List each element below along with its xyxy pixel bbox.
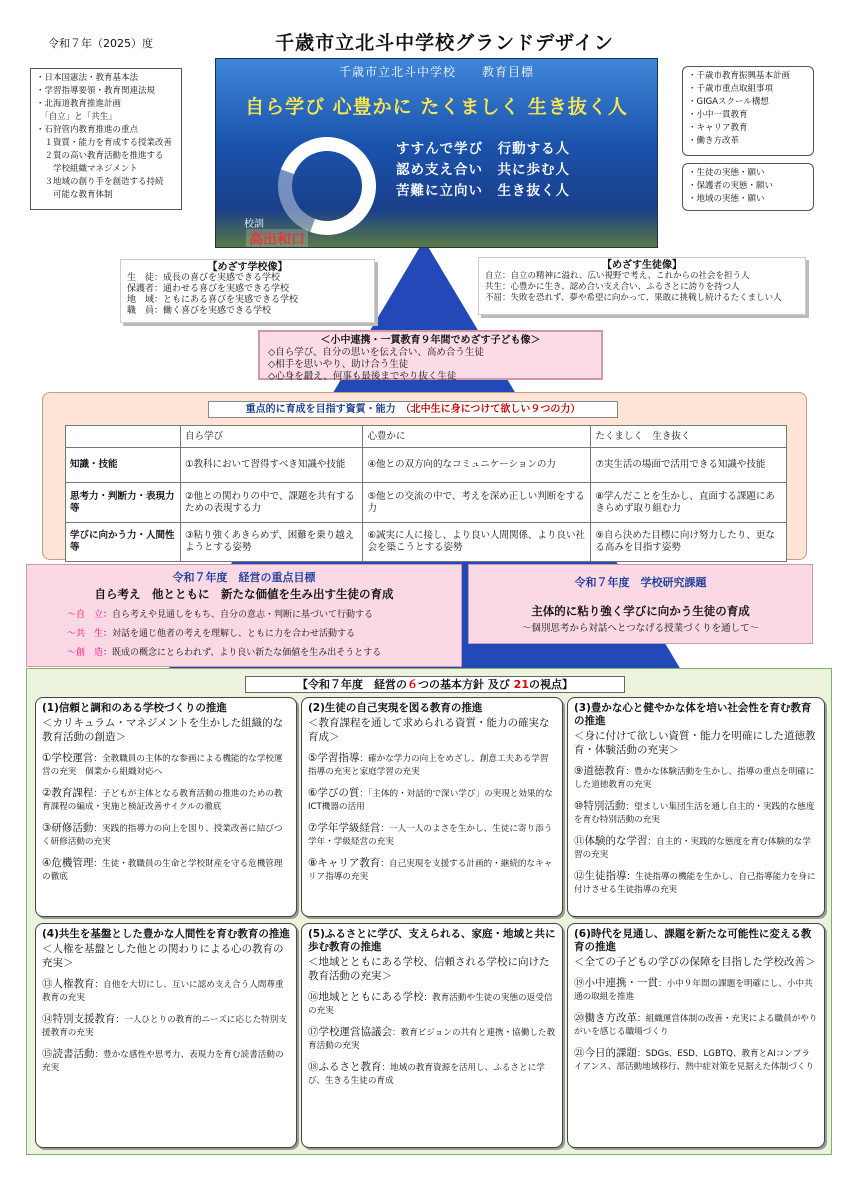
viewpoint-label: ①学校運営 [42, 752, 94, 764]
viewpoint-text: ：一人一人のよさを生かし、生徒に寄り添う学年・学級経営の充実 [308, 824, 553, 847]
policies-title-a: 【令和７年度 経営の [297, 678, 407, 691]
viewpoint-label: ⑲小中連携・一貫 [574, 977, 658, 989]
student-image-title: 【めざす生徒像】 [602, 260, 682, 271]
policy-viewpoint [42, 752, 290, 779]
plans-box [682, 66, 814, 156]
student-image-line: 共生：心豊かに生き、認め合い支え合い、ふるさとに誇りを持つ人 [485, 282, 740, 292]
policy-card [35, 697, 297, 917]
policy-card-title: (2)生徒の自己実現を図る教育の推進 [308, 702, 483, 714]
policy-viewpoint [574, 1047, 818, 1074]
plan-item: ・小中一貫教育 [688, 110, 748, 120]
viewpoint-label: ⑬人権教育 [42, 978, 95, 990]
viewpoint-text: ：望ましい集団生活を通し自主的・実践的な態度を育む特別活動の充実 [574, 802, 815, 825]
abilities-title [208, 401, 618, 418]
table-cell: ⑧学んだことを生かし、直面する課題にあきらめず取り組む力 [591, 483, 787, 523]
table-row [66, 523, 787, 562]
child-image-line: ◇心身を鍛え、何事も最後までやり抜く生徒 [268, 371, 457, 382]
research-subtitle: 主体的に粘り強く学びに向かう生徒の育成 [531, 604, 750, 618]
table-header-cell [66, 426, 181, 448]
policies-title-c: の視点】 [528, 678, 573, 691]
research-theme [468, 564, 813, 644]
policy-viewpoint [574, 800, 818, 827]
viewpoint-label: ㉑今日的課題 [574, 1047, 637, 1059]
school-image-line: 保護者：通わせる喜びを実感できる学校 [127, 284, 290, 294]
policy-card [35, 923, 297, 1148]
table-cell: ⑨自ら決めた目標に向け努力したり、更なる高みを目指す姿勢 [591, 523, 787, 562]
research-sub2: 〜個別思考から対話へとつなげる授業づくりを通して〜 [521, 623, 760, 634]
policy-viewpoint [574, 977, 818, 1004]
school-image-line: 職 員：働く喜びを実感できる学校 [127, 306, 272, 316]
viewpoint-label: ⑦学年学級経営 [308, 822, 381, 834]
fiscal-year: 令和７年（2025）度 [48, 37, 153, 50]
law-item: ３地域の創り手を創造する持続 [36, 177, 164, 187]
viewpoint-label: ⑩特別活動 [574, 800, 626, 812]
table-cell: ⑦実生活の場面で活用できる知識や技能 [591, 448, 787, 483]
banner-slogan: 自ら学び 心豊かに たくましく 生き抜く人 [245, 96, 628, 118]
viewpoint-text: ：実践的指導力の向上を図り、授業改善に結びつく研修活動の充実 [42, 824, 283, 847]
management-item-tag: 〜創 造 [67, 648, 104, 658]
policy-viewpoint [42, 1013, 290, 1040]
management-item [67, 626, 355, 639]
viewpoint-text: ：「主体的・対話的で深い学び」の実現と効果的なICT機器の活用 [308, 789, 553, 812]
table-cell: ⑤他との交流の中で、考えを深め正しい判断をする力 [363, 483, 591, 523]
policy-viewpoint [42, 857, 290, 884]
policy-card-subtitle: ＜カリキュラム・マネジメントを生かした組織的な教育活動の創造＞ [42, 717, 284, 743]
policy-card-title: (4)共生を基盤とした豊かな人間性を育む教育の推進 [42, 928, 290, 940]
abilities-title-text: 重点的に育成を目指す資質・能力 [245, 404, 396, 415]
viewpoint-label: ②教育課程 [42, 787, 94, 799]
wish-item: ・保護者の実態・願い [688, 181, 774, 191]
wishes-box [682, 163, 814, 211]
school-image-line: 生 徒：成長の喜びを実感できる学校 [127, 273, 281, 283]
policy-card [567, 923, 825, 1148]
viewpoint-text: ：地域の教育資源を活用し、ふるさとに学び、生きる生徒の育成 [308, 1063, 545, 1086]
viewpoint-text: ：生徒・教職員の生命と学校財産を守る危機管理の徹底 [42, 859, 283, 882]
table-cell: 学びに向かう力・人間性等 [66, 523, 181, 562]
law-item: 可能な教育体制 [36, 190, 113, 200]
motto-label: 校訓 [244, 219, 264, 230]
management-item-text: ：既成の概念にとらわれず、より良い新たな価値を生み出そうとする [103, 648, 382, 658]
laws-box [30, 68, 182, 210]
research-title: 令和７年度 学校研究課題 [574, 576, 707, 589]
viewpoint-label: ⑳働き方改革 [574, 1012, 637, 1024]
banner-header: 千歳市立北斗中学校 教育目標 [338, 65, 534, 79]
policy-viewpoint [308, 1061, 556, 1088]
plan-item: ・キャリア教育 [688, 123, 748, 133]
wish-item: ・生徒の実態・願い [688, 168, 765, 178]
child-image-line: ◇相手を思いやり、助け合う生徒 [268, 359, 409, 370]
policy-card-subtitle: ＜人権を基盤とした他との関わりによる心の教育の充実＞ [42, 943, 284, 969]
policy-card [567, 697, 825, 917]
policy-viewpoint [42, 822, 290, 849]
school-image-title: 【めざす学校像】 [207, 262, 288, 273]
plan-item: ・働き方改革 [688, 136, 740, 146]
policy-card-subtitle: ＜全ての子どもの学びの保障を目指した学校改善＞ [574, 956, 816, 968]
policy-viewpoint [308, 857, 556, 884]
viewpoints-count: 21 [513, 678, 529, 691]
target-student-image [478, 257, 806, 315]
viewpoint-text: ：豊かな体験活動を生かし、指導の重点を明確にした道徳教育の充実 [574, 767, 815, 790]
target-school-image [120, 259, 375, 323]
viewpoint-text: ：教育ビジョンの共有と連携・協働した教育活動の充実 [308, 1028, 556, 1051]
policy-viewpoint [574, 1012, 818, 1039]
abilities-title-red: （北中生に身につけて欲しい９つの力） [405, 404, 581, 415]
management-goals [26, 564, 462, 667]
viewpoint-text: ：自己実現を支援する計画的・継続的なキャリア指導の充実 [308, 859, 553, 882]
law-item: ・北海道教育推進計画 [36, 99, 122, 109]
policies-count: ６ [407, 678, 418, 691]
policy-card [301, 923, 563, 1148]
viewpoint-text: ：一人ひとりの教育的ニーズに応じた特別支援教育の充実 [42, 1015, 287, 1038]
table-cell: ④他との双方向的なコミュニケーションの力 [363, 448, 591, 483]
page-title: 千歳市立北斗中学校グランドデザイン [275, 32, 614, 54]
school-motto: 高出和口 [246, 229, 308, 248]
policy-viewpoint [574, 835, 818, 862]
policy-viewpoint [308, 787, 556, 814]
policy-card-subtitle: ＜教育課程を通して求められる資質・能力の確実な育成＞ [308, 717, 550, 743]
management-subtitle: 自ら考え 他とともに 新たな価値を生み出す生徒の育成 [94, 587, 394, 601]
viewpoint-label: ⑨道徳教育 [574, 765, 626, 777]
viewpoint-label: ⑪体験的な学習 [574, 835, 648, 847]
policy-viewpoint [308, 822, 556, 849]
viewpoint-text: ：生徒指導の機能を生かし、自己指導能力を身に付けさせる生徒指導の充実 [574, 872, 816, 895]
management-item [67, 607, 373, 620]
child-image-line: ◇自ら学び、自分の思いを伝え合い、高め合う生徒 [268, 347, 484, 358]
table-cell: 思考力・判断力・表現力等 [66, 483, 181, 523]
management-item-text: ：対話を通じ他者の考えを理解し、ともに力を合わせ活動する [103, 629, 356, 639]
management-item-tag: 〜自 立 [67, 610, 104, 620]
law-item: ２質の高い教育活動を推進する [36, 151, 164, 161]
table-header-cell: 自ら学び [181, 426, 363, 448]
viewpoint-text: ：小中９年間の課題を明確にし、小中共通の取組を推進 [574, 979, 813, 1002]
viewpoint-text: ：全教職員の主体的な参画による機能的な学校運営の充実 個業から組織対応へ [42, 754, 283, 777]
law-item: 学校組織マネジメント [36, 164, 138, 174]
policy-viewpoint [308, 1026, 556, 1053]
policy-card-title: (6)時代を見通し、課題を新たな可能性に変える教育の推進 [574, 928, 812, 953]
viewpoint-label: ⑧キャリア教育 [308, 857, 381, 869]
viewpoint-text: ：子どもが主体となる教育活動の推進のための教育課程の編成・実施と検証改善サイクルの徹底 [42, 789, 283, 812]
policy-card-subtitle: ＜身に付けて欲しい資質・能力を明確にした道徳教育・体験活動の充実＞ [574, 730, 816, 756]
viewpoint-text: ：確かな学力の向上をめざし、創意工夫ある学習指導の充実と家庭学習の充実 [308, 754, 549, 777]
table-header-cell: 心豊かに [363, 426, 591, 448]
table-cell: 知識・技能 [66, 448, 181, 483]
goal-line: 認め支え合い 共に歩む人 [396, 162, 570, 178]
plan-item: ・GIGAスクール構想 [688, 97, 769, 107]
viewpoint-label: ⑮読書活動 [42, 1048, 95, 1060]
plan-item: ・千歳市教育振興基本計画 [688, 71, 791, 81]
policy-viewpoint [574, 870, 818, 897]
management-title: 令和７年度 経営の重点目標 [172, 571, 316, 584]
law-item: 「自立」と「共生」 [36, 112, 117, 122]
table-header-row [66, 426, 787, 448]
student-image-line: 不屈：失敗を恐れず、夢や希望に向かって、果敢に挑戦し続けるたくましい人 [485, 293, 782, 303]
table-cell: ⑥誠実に人に接し、より良い人間関係、より良い社会を築こうとする姿勢 [363, 523, 591, 562]
viewpoint-label: ⑱ふるさと教育 [308, 1061, 382, 1073]
law-item: １資質・能力を育成する授業改善 [36, 138, 173, 148]
policy-card-title: (5)ふるさとに学び、支えられる、家庭・地域と共に歩む教育の推進 [308, 928, 556, 953]
abilities-section [42, 392, 807, 560]
viewpoint-label: ③研修活動 [42, 822, 94, 834]
table-row [66, 448, 787, 483]
table-cell: ③粘り強くあきらめず、困難を乗り越えようとする姿勢 [181, 523, 363, 562]
viewpoint-text: ：組織運営体制の改善・充実による職員がやりがいを感じる職場づくり [574, 1014, 818, 1037]
policy-card-title: (1)信頼と調和のある学校づくりの推進 [42, 702, 227, 714]
goal-line: すすんで学び 行動する人 [396, 141, 571, 157]
child-image-box [258, 330, 603, 380]
viewpoint-text: ：豊かな感性や思考力、表現力を育む読書活動の充実 [42, 1050, 284, 1073]
policies-title-b: つの基本方針 及び [418, 678, 514, 691]
policy-viewpoint [42, 787, 290, 814]
abilities-table [65, 425, 787, 562]
viewpoint-text: ：自他を大切にし、互いに認め支え合う人間尊重教育の充実 [42, 980, 284, 1003]
policy-card [301, 697, 563, 917]
viewpoint-label: ⑭特別支援教育 [42, 1013, 116, 1025]
viewpoint-label: ⑤学習指導 [308, 752, 360, 764]
basic-policies-section [26, 668, 832, 1155]
law-item: ・学習指導要領・教育関連法規 [36, 86, 156, 96]
policy-viewpoint [308, 752, 556, 779]
child-image-title: ＜小中連携・一貫教育９年間でめざす子ども像＞ [320, 335, 541, 346]
policy-card-subtitle: ＜地域とともにある学校、信頼される学校に向けた教育活動の充実＞ [308, 956, 550, 982]
policy-viewpoint [574, 765, 818, 792]
viewpoint-text: ：SDGs、ESD、LGBTQ、教育とAIコンプライアンス、部活動地域移行、熱中症対策を見据えた体制づくり [574, 1049, 815, 1072]
viewpoint-label: ⑫生徒指導 [574, 870, 627, 882]
school-image-line: 地 域：ともにある喜びを実感できる学校 [127, 295, 299, 305]
plan-item: ・千歳市重点取組事項 [688, 84, 774, 94]
viewpoint-label: ⑯地域とともにある学校 [308, 991, 424, 1003]
law-item: ・日本国憲法・教育基本法 [36, 73, 139, 83]
banner-goals [396, 139, 570, 202]
policies-title [245, 676, 625, 693]
viewpoint-label: ⑰学校運営協議会 [308, 1026, 392, 1038]
table-header-cell: たくましく 生き抜く [591, 426, 787, 448]
management-item-tag: 〜共 生 [67, 629, 104, 639]
student-image-line: 自立：自立の精神に溢れ、広い視野で考え、これからの社会を担う人 [485, 271, 750, 281]
viewpoint-label: ④危機管理 [42, 857, 94, 869]
law-item: ・石狩管内教育推進の重点 [36, 125, 139, 135]
wish-item: ・地域の実態・願い [688, 194, 765, 204]
viewpoint-text: ：教育活動や生徒の実態の返受信の充実 [308, 993, 553, 1016]
policy-viewpoint [42, 1048, 290, 1075]
policy-viewpoint [42, 978, 290, 1005]
viewpoint-label: ⑥学びの質 [308, 787, 360, 799]
goal-line: 苦難に立向い 生き抜く人 [396, 183, 570, 199]
viewpoint-text: ：自主的・実践的な態度を育む体験的な学習の充実 [574, 837, 811, 860]
table-row [66, 483, 787, 523]
policy-card-title: (3)豊かな心と健やかな体を培い社会性を育む教育の推進 [574, 702, 812, 727]
policy-viewpoint [308, 991, 556, 1018]
management-item-text: ：自ら考えや見通しをもち、自分の意志・判断に基づいて行動する [103, 610, 374, 620]
education-goal-banner [215, 58, 658, 248]
table-cell: ①教科において習得すべき知識や技能 [181, 448, 363, 483]
table-cell: ②他との関わりの中で、課題を共有するための表現する力 [181, 483, 363, 523]
management-item [67, 645, 381, 658]
